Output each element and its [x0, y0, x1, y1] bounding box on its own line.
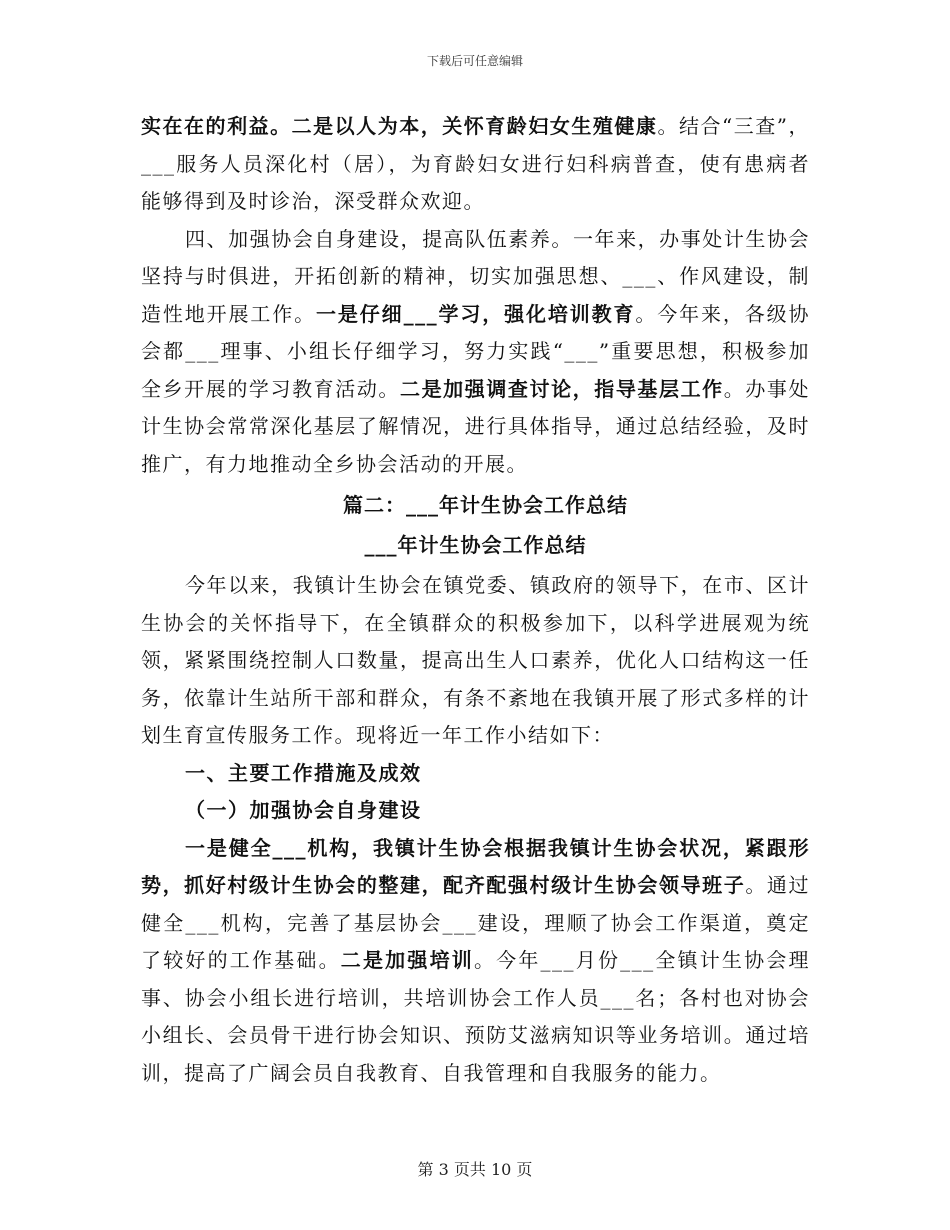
body-text: 。办事处计生协会常常深化基层了解情况，进行具体指导，通过总结经验，及时推广，有力地推动全乡协会活动的开展。: [141, 376, 811, 476]
subsection-heading: （一）加强协会自身建设: [185, 798, 422, 822]
section-heading: 一、主要工作措施及成效: [185, 760, 422, 785]
body-text: 。今年___月份___全镇计生协会理事、协会小组长进行培训，共培训协会工作人员___名；各村也对协会小组长、会员骨干进行协会知识、预防艾滋病知识等业务培训。通过培训，提高了广阔会员自我教育、自我管理和自我服务的能力。: [141, 948, 811, 1085]
page-header: 下载后可任意编辑: [426, 54, 523, 68]
page-footer: 第 3 页共 10 页: [417, 1160, 533, 1179]
body-text: 。结合“三查”，___服务人员深化村（居），为育龄妇女进行妇科病普查，使有患病者能够得到及时诊治，深受群众欢迎。: [141, 114, 811, 213]
bold-text: 二是加强培训: [340, 948, 474, 972]
bold-text: 一是健全___机构，我镇计生协会根据我镇计生协会状况，紧跟形势，抓好村级计生协会的整建，配齐配强村级计生协会领导班子: [141, 835, 810, 897]
paragraph-2: [141, 221, 810, 484]
body-text: 四、加强协会自身建设，提高队伍素养。一年来，办事处计生协会坚持与时俱进，开拓创新的精神，切实加强思想、___、作风建设，制造性地开展工作。: [141, 226, 810, 326]
bold-text: 实在在的利益。二是以人为本，关怀育龄妇女生殖健康: [141, 114, 658, 138]
chapter-heading: 篇二：___年计生协会工作总结: [343, 493, 628, 517]
paragraph-4: [141, 830, 810, 1093]
paragraph-3: 今年以来，我镇计生协会在镇党委、镇政府的领导下，在市、区计生协会的关怀指导下，在全镇群众的积极参加下，以科学进展观为统领，紧紧围绕控制人口数量，提高出生人口素养，优化人口结构这一任务，依靠计生站所干部和群众，有条不紊地在我镇开展了形式多样的计划生育宣传服务工作。现将近一年工作小结如下：: [141, 573, 810, 747]
paragraph-1: [141, 108, 810, 221]
bold-text: 二是加强调查讨论，指导基层工作: [400, 376, 724, 401]
body-text: 。通过健全___机构，完善了基层协会___建设，理顺了协会工作渠道，奠定了较好的工作基础。: [141, 873, 811, 972]
body-text: 。今年来，各级协会都___理事、小组长仔细学习，努力实践“___”重要思想，积极参加全乡开展的学习教育活动。: [141, 301, 811, 401]
article-title: ___年计生协会工作总结: [364, 533, 587, 557]
document-body: [141, 108, 810, 1092]
bold-text: 一是仔细___学习，强化培训教育: [316, 301, 636, 326]
